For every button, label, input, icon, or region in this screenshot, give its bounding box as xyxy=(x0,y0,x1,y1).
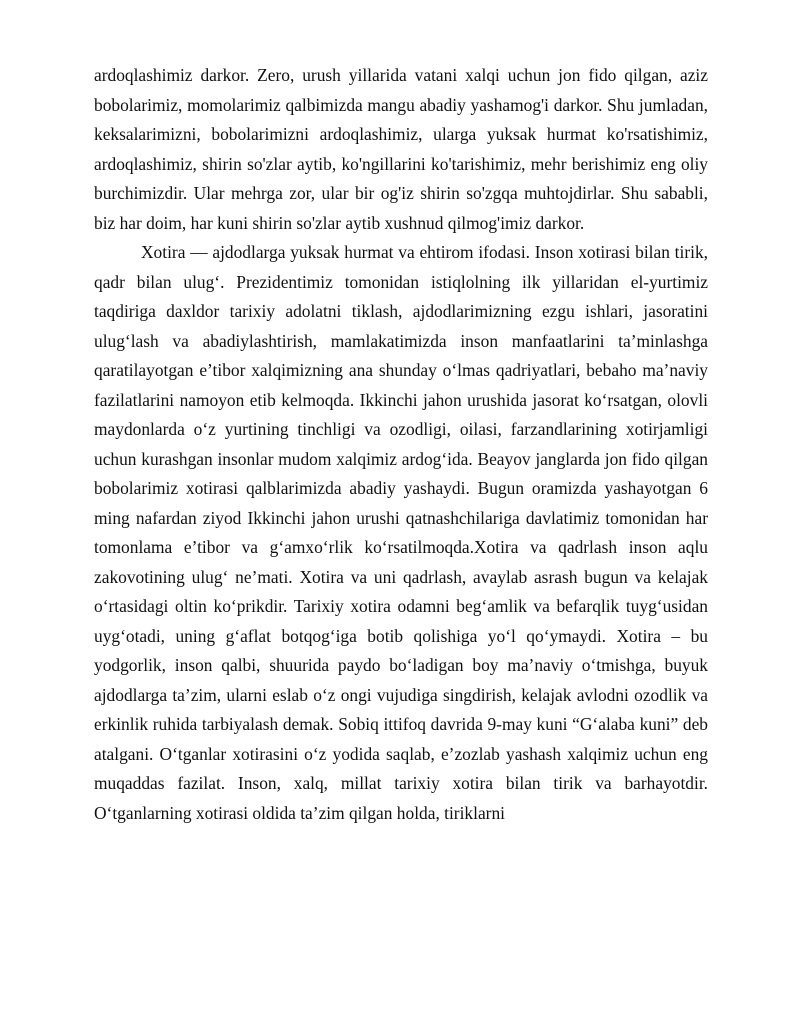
paragraph-continuation: ardoqlashimiz darkor. Zero, urush yillarida vatani xalqi uchun jon fido qilgan, aziz bobolarimiz, momolarimiz qalbimizda mangu abadiy yashamog'i darkor. Shu jumladan, keksalarimizni, bobolarimizni ardoqlashimiz, ularga yuksak hurmat ko'rsatishimiz, ardoqlashimiz, shirin so'zlar aytib, ko'ngillarini ko'tarishimiz, mehr berishimiz eng oliy burchimizdir. Ular mehrga zor, ular bir og'iz shirin so'zgqa muhtojdirlar. Shu sababli, biz har doim, har kuni shirin so'zlar aytib xushnud qilmog'imiz darkor. xyxy=(94,65,708,233)
document-page xyxy=(94,61,708,828)
paragraph-xotira: Xotira — ajdodlarga yuksak hurmat va ehtirom ifodasi. Inson xotirasi bilan tirik, qadr bilan ulug‘. Prezidentimiz tomonidan istiqlolning ilk yillaridan el-yurtimiz taqdiriga daxldor tarixiy adolatni tiklash, ajdodlarimizning ezgu ishlari, jasoratini ulug‘lash va abadiylashtirish, mamlakatimizda inson manfaatlarini ta’minlashga qaratilayotgan e’tibor xalqimizning ana shunday o‘lmas qadriyatlari, bebaho ma’naviy fazilatlarini namoyon etib kelmoqda. Ikkinchi jahon urushida jasorat ko‘rsatgan, olovli maydonlarda o‘z yurtining tinchligi va ozodligi, oilasi, farzandlarining xotirjamligi uchun kurashgan insonlar mudom xalqimiz ardog‘ida. Beayov janglarda jon fido qilgan bobolarimiz xotirasi qalblarimizda abadiy yashaydi. Bugun oramizda yashayotgan 6 ming nafardan ziyod Ikkinchi jahon urushi qatnashchilariga davlatimiz tomonidan har tomonlama e’tibor va g‘amxo‘rlik ko‘rsatilmoqda.Xotira va qadrlash inson aqlu zakovotining ulug‘ ne’mati. Xotira va uni qadrlash, avaylab asrash bugun va kelajak o‘rtasidagi oltin ko‘prikdir. Tarixiy xotira odamni beg‘amlik va befarqlik tuyg‘usidan uyg‘otadi, uning g‘aflat botqog‘iga botib qolishiga yo‘l qo‘ymaydi. Xotira – bu yodgorlik, inson qalbi, shuurida paydo bo‘ladigan boy ma’naviy o‘tmishga, buyuk ajdodlarga ta’zim, ularni eslab o‘z ongi vujudiga singdirish, kelajak avlodni ozodlik va erkinlik ruhida tarbiyalash demak. Sobiq ittifoq davrida 9-may kuni “G‘alaba kuni” deb atalgani. O‘tganlar xotirasini o‘z yodida saqlab, e’zozlab yashash xalqimiz uchun eng muqaddas fazilat. Inson, xalq, millat tarixiy xotira bilan tirik va barhayotdir. O‘tganlarning xotirasi oldida ta’zim qilgan holda, tiriklarni xyxy=(94,242,708,823)
